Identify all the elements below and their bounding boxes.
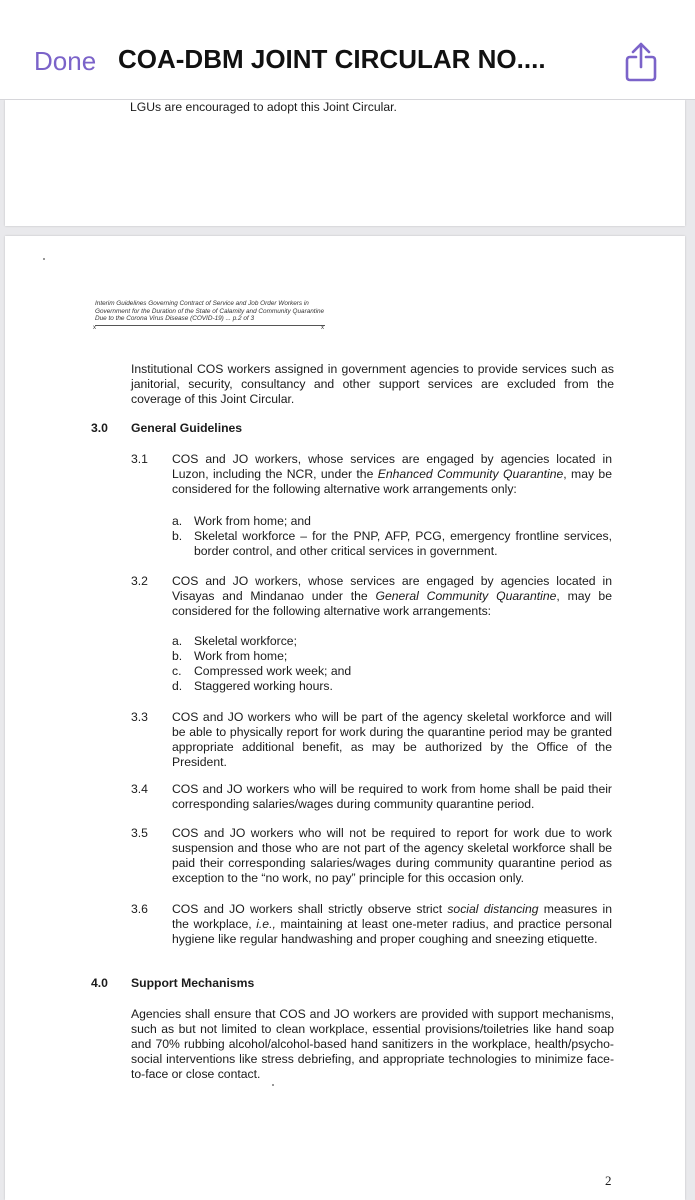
prev-page-text: LGUs are encouraged to adopt this Joint Circular. <box>130 100 397 114</box>
item-paragraph: COS and JO workers who will be part of the agency skeletal workforce and will be able to physically report for work during the quarantine period may be granted appropriate additional benefit, as may be authorized by the Office of the President. <box>172 710 612 769</box>
intro-paragraph: Institutional COS workers assigned in government agencies to provide services such as janitorial, security, consultancy and other support services are excluded from the coverage of this Joint Circular. <box>131 362 614 406</box>
document-title: COA-DBM JOINT CIRCULAR NO.... <box>118 44 546 74</box>
item-number: 3.2 <box>131 574 148 588</box>
item-number: 3.3 <box>131 710 148 724</box>
list-letter: a. <box>172 514 183 528</box>
list-letter: c. <box>172 664 182 678</box>
list-item: Work from home; <box>194 649 288 663</box>
list-item: Staggered working hours. <box>194 679 333 693</box>
share-icon <box>621 40 661 84</box>
list-item: Work from home; and <box>194 514 311 528</box>
item-paragraph: COS and JO workers, whose services are engaged by agencies located in Luzon, including the NCR, under the Enhanced Community Quarantine, may be considered for the following alternative work arrangements only: <box>172 452 612 496</box>
item-number: 3.5 <box>131 826 148 840</box>
page-number: 2 <box>605 1173 612 1188</box>
item-paragraph: COS and JO workers who will not be required to report for work due to work suspension and those who are not part of the agency skeletal workforce shall be paid their corresponding salaries/wages during community quarantine period as exception to the “no work, no pay” principle for this occasion only. <box>172 826 612 885</box>
list-letter: d. <box>172 679 183 693</box>
list-letter: a. <box>172 634 183 648</box>
section-title: Support Mechanisms <box>131 976 255 990</box>
running-header: Interim Guidelines Governing Contract of Service and Job Order Workers in Government for the Duration of the State of Calamity and Community Quarantine Due to the Corona Virus Disease (COVID-19) ... p.2 of 3 <box>95 300 325 323</box>
previous-page <box>5 100 685 226</box>
section-title: General Guidelines <box>131 421 243 435</box>
section-number: 3.0 <box>91 421 108 435</box>
item-number: 3.6 <box>131 902 148 916</box>
item-paragraph: COS and JO workers who will be required to work from home shall be paid their corresponding salaries/wages during community quarantine period. <box>172 782 612 811</box>
list-item: Skeletal workforce – for the PNP, AFP, PCG, emergency frontline services, border control, and other critical services in government. <box>194 529 612 558</box>
section-number: 4.0 <box>91 976 108 990</box>
header-mark: x <box>93 325 96 331</box>
document-page <box>5 236 685 1200</box>
list-letter: b. <box>172 529 183 543</box>
document-viewer[interactable] <box>0 100 695 1200</box>
scan-speck <box>272 1084 274 1086</box>
nav-bar <box>0 0 695 100</box>
item-paragraph: COS and JO workers shall strictly observe strict social distancing measures in the workplace, i.e., maintaining at least one-meter radius, and practice personal hygiene like regular handwashing and proper coughing and sneezing etiquette. <box>172 902 612 946</box>
item-number: 3.4 <box>131 782 148 796</box>
section-paragraph: Agencies shall ensure that COS and JO workers are provided with support mechanisms, such as but not limited to clean workplace, essential provisions/toiletries like hand soap and 70% rubbing alcohol/alcohol-based hand sanitizers in the workplace, health/psycho-social interventions like stress debriefing, and appropriate technologies to minimize face-to-face or close contact. <box>131 1007 614 1081</box>
list-letter: b. <box>172 649 183 663</box>
share-button[interactable] <box>621 40 661 84</box>
list-item: Compressed work week; and <box>194 664 352 678</box>
item-number: 3.1 <box>131 452 148 466</box>
list-item: Skeletal workforce; <box>194 634 297 648</box>
done-button[interactable]: Done <box>34 46 97 76</box>
item-paragraph: COS and JO workers, whose services are engaged by agencies located in Visayas and Mindanao under the General Community Quarantine, may be considered for the following alternative work arrangements: <box>172 574 612 618</box>
scan-speck <box>43 258 45 260</box>
header-mark: x <box>321 325 324 331</box>
header-rule <box>95 325 325 326</box>
